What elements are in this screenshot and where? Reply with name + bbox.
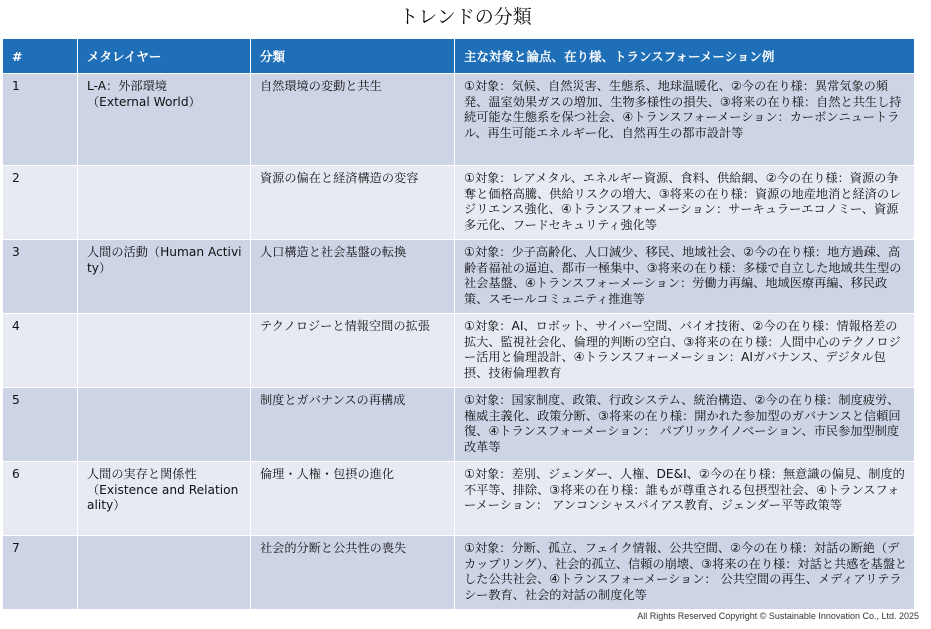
cell-number: 5 xyxy=(3,388,78,462)
cell-details: ①対象：少子高齢化、人口減少、移民、地域社会、②今の在り様：地方過疎、高齢者福祉の逼迫、都市一極集中、③将来の在り様：多様で自立した地域共生型の社会基盤、④トランスフォーメーション：労働力再編、地域医療再編、移民政策、スモールコミュニティ推進等 xyxy=(455,240,915,314)
table-row xyxy=(3,240,915,314)
meta-line: 人間の実存と関係性 （Existence and Relationality） xyxy=(87,467,239,512)
cell-number: 3 xyxy=(3,240,78,314)
cell-category: 倫理・人権・包摂の進化 xyxy=(251,462,455,536)
cell-meta-layer xyxy=(78,74,251,166)
cell-category: 資源の偏在と経済構造の変容 xyxy=(251,166,455,240)
cell-details: ①対象：レアメタル、エネルギー資源、食料、供給網、②今の在り様：資源の争奪と価格高騰、供給リスクの増大、③将来の在り様：資源の地産地消と経済のレジリエンス強化、④トランスフォーメーション：サーキュラーエコノミー、資源多元化、フードセキュリティ強化等 xyxy=(455,166,915,240)
header-category: 分類 xyxy=(251,39,455,74)
table-row xyxy=(3,536,915,610)
cell-meta-layer xyxy=(78,314,251,388)
cell-details: ①対象：国家制度、政策、行政システム、統治構造、②今の在り様：制度疲労、権威主義化、政策分断、③将来の在り様：開かれた参加型のガバナンスと信頼回復、④トランスフォーメーション： パブリックイノベーション、市民参加型制度改革等 xyxy=(455,388,915,462)
table-header-row xyxy=(3,39,915,74)
trend-classification-table xyxy=(2,38,915,610)
cell-number: 2 xyxy=(3,166,78,240)
page-title: トレンドの分類 xyxy=(399,6,532,28)
header-number: # xyxy=(3,39,78,74)
cell-details: ①対象：差別、ジェンダー、人権、DE&I、②今の在り様：無意識の偏見、制度的不平等、排除、③将来の在り様：誰もが尊重される包摂型社会、④トランスフォーメーション： アンコンシャスバイアス教育、ジェンダー平等政策等 xyxy=(455,462,915,536)
cell-number: 1 xyxy=(3,74,78,166)
cell-category: 人口構造と社会基盤の転換 xyxy=(251,240,455,314)
table-row xyxy=(3,388,915,462)
cell-number: 7 xyxy=(3,536,78,610)
cell-category: テクノロジーと情報空間の拡張 xyxy=(251,314,455,388)
header-details: 主な対象と論点、在り様、トランスフォーメーション例 xyxy=(455,39,915,74)
cell-category: 制度とガバナンスの再構成 xyxy=(251,388,455,462)
cell-number: 6 xyxy=(3,462,78,536)
cell-number: 4 xyxy=(3,314,78,388)
cell-details: ①対象：気候、自然災害、生態系、地球温暖化、②今の在り様：異常気象の頻発、温室効果ガスの増加、生物多様性の損失、③将来の在り様：自然と共生し持続可能な生態系を保つ社会、④トランスフォーメーション：カーボンニュートラル、再生可能エネルギー化、自然再生の都市設計等 xyxy=(455,74,915,166)
table-row xyxy=(3,166,915,240)
cell-meta-layer xyxy=(78,462,251,536)
header-meta-layer: メタレイヤー xyxy=(78,39,251,74)
cell-meta-layer xyxy=(78,166,251,240)
cell-category: 社会的分断と公共性の喪失 xyxy=(251,536,455,610)
cell-meta-layer xyxy=(78,536,251,610)
cell-meta-layer xyxy=(78,388,251,462)
cell-category: 自然環境の変動と共生 xyxy=(251,74,455,166)
table-row xyxy=(3,314,915,388)
cell-details: ①対象：分断、孤立、フェイク情報、公共空間、②今の在り様：対話の断絶（デカップリング）、社会的孤立、信頼の崩壊、③将来の在り様：対話と共感を基盤とした公共社会、④トランスフォーメーション： 公共空間の再生、メディアリテラシー教育、社会的対話の制度化等 xyxy=(455,536,915,610)
table-row xyxy=(3,462,915,536)
table-row xyxy=(3,74,915,166)
cell-details: ①対象：AI、ロボット、サイバー空間、バイオ技術、②今の在り様：情報格差の拡大、監視社会化、倫理的判断の空白、③将来の在り様：人間中心のテクノロジー活用と倫理設計、④トランスフォーメーション：AIガバナンス、デジタル包摂、技術倫理教育 xyxy=(455,314,915,388)
copyright-notice: All Rights Reserved Copyright © Sustainable Innovation Co., Ltd. 2025 xyxy=(637,611,919,621)
cell-meta-layer: 人間の活動（Human Activity） xyxy=(78,240,251,314)
meta-line: L-A：外部環境 （External World） xyxy=(87,79,201,109)
